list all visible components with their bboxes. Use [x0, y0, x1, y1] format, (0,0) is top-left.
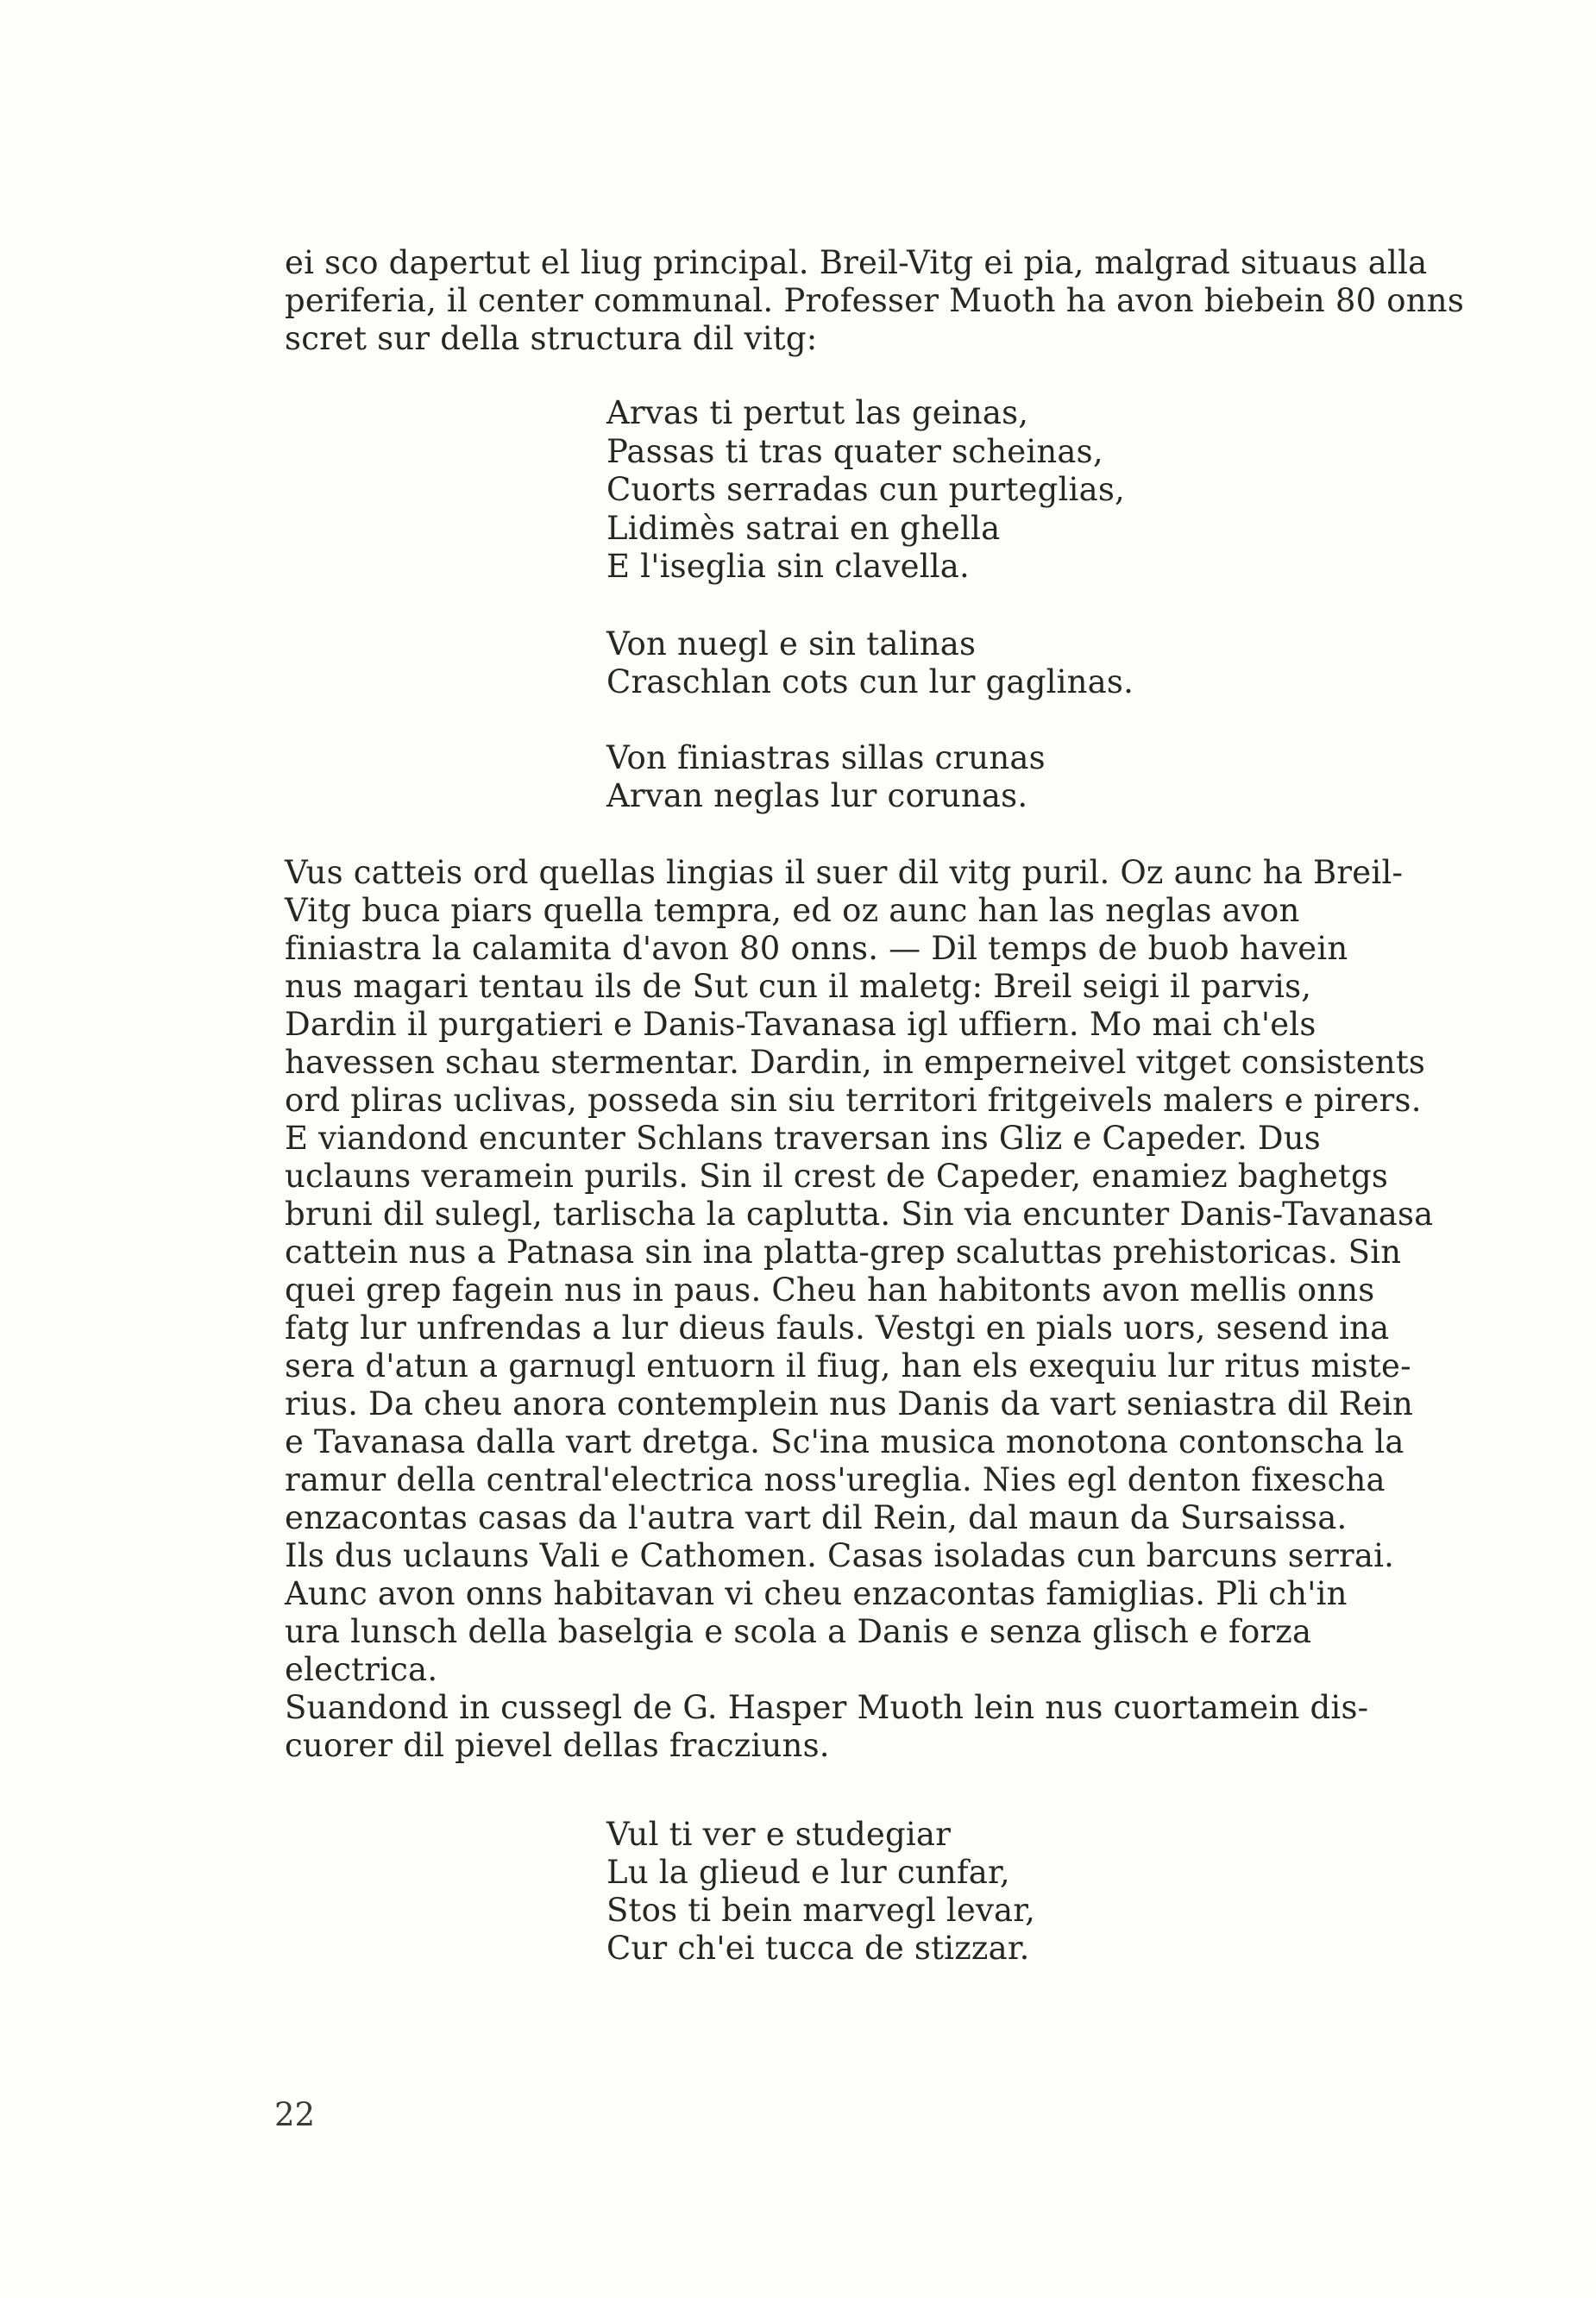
verse-line: Cur ch'ei tucca de stizzar.: [606, 1930, 1030, 1967]
text-line: cuorer dil pievel dellas fracziuns.: [285, 1727, 830, 1764]
text-line: Vus catteis ord quellas lingias il suer dil vitg puril. Oz aunc ha Breil-: [285, 854, 1404, 891]
text-line: e Tavanasa dalla vart dretga. Sc'ina musica monotona contonscha la: [285, 1423, 1404, 1460]
text-line: bruni dil sulegl, tarlischa la caplutta. Sin via encunter Danis-Tavanasa: [285, 1196, 1434, 1233]
page-number: 22: [274, 2096, 316, 2133]
text-line: Vitg buca piars quella tempra, ed oz aunc han las neglas avon: [285, 892, 1300, 929]
verse-line: Arvan neglas lur corunas.: [606, 777, 1028, 814]
text-line: periferia, il center communal. Professer Muoth ha avon biebein 80 onns: [285, 282, 1465, 319]
text-line: ura lunsch della baselgia e scola a Danis e senza glisch e forza: [285, 1613, 1312, 1650]
text-line: Ils dus uclauns Vali e Cathomen. Casas isoladas cun barcuns serrai.: [285, 1537, 1395, 1574]
verse-line: Cuorts serradas cun purteglias,: [606, 471, 1126, 508]
text-line: Suandond in cussegl de G. Hasper Muoth lein nus cuortamein dis-: [285, 1689, 1369, 1726]
text-line: havessen schau stermentar. Dardin, in emperneivel vitget consistents: [285, 1044, 1426, 1081]
text-line: ei sco dapertut el liug principal. Breil-Vitg ei pia, malgrad situaus alla: [285, 244, 1428, 281]
verse-line: E l'iseglia sin clavella.: [606, 548, 970, 585]
text-line: nus magari tentau ils de Sut cun il maletg: Breil seigi il parvis,: [285, 968, 1312, 1005]
text-line: enzacontas casas da l'autra vart dil Rein, dal maun da Sursaissa.: [285, 1499, 1348, 1536]
text-line: E viandond encunter Schlans traversan ins Gliz e Capeder. Dus: [285, 1120, 1321, 1157]
verse-line: Vul ti ver e studegiar: [606, 1816, 952, 1853]
verse-line: Stos ti bein marvegl levar,: [606, 1892, 1036, 1929]
verse-line: Passas ti tras quater scheinas,: [606, 433, 1103, 470]
text-line: Dardin il purgatieri e Danis-Tavanasa igl uffiern. Mo mai ch'els: [285, 1006, 1316, 1043]
verse-line: Lu la glieud e lur cunfar,: [606, 1854, 1010, 1891]
verse-line: Von finiastras sillas crunas: [606, 739, 1046, 776]
verse-line: Lidimès satrai en ghella: [606, 510, 1001, 547]
text-line: scret sur della structura dil vitg:: [285, 320, 818, 357]
text-line: uclauns veramein purils. Sin il crest de Capeder, enamiez baghetgs: [285, 1158, 1389, 1195]
text-line: electrica.: [285, 1651, 438, 1688]
text-line: quei grep fagein nus in paus. Cheu han habitonts avon mellis onns: [285, 1271, 1375, 1309]
verse-line: Craschlan cots cun lur gaglinas.: [606, 663, 1134, 700]
verse-line: Von nuegl e sin talinas: [606, 625, 977, 662]
text-line: ramur della central'electrica noss'ureglia. Nies egl denton fixescha: [285, 1461, 1386, 1498]
text-line: cattein nus a Patnasa sin ina platta-grep scaluttas prehistoricas. Sin: [285, 1234, 1402, 1271]
text-line: ord pliras uclivas, posseda sin siu territori fritgeivels malers e pirers.: [285, 1082, 1422, 1119]
text-line: fatg lur unfrendas a lur dieus fauls. Vestgi en pials uors, sesend ina: [285, 1309, 1390, 1347]
text-line: finiastra la calamita d'avon 80 onns. — Dil temps de buob havein: [285, 930, 1348, 967]
verse-line: Arvas ti pertut las geinas,: [606, 394, 1029, 431]
text-line: rius. Da cheu anora contemplein nus Danis da vart seniastra dil Rein: [285, 1385, 1414, 1422]
text-line: sera d'atun a garnugl entuorn il fiug, han els exequiu lur ritus miste-: [285, 1347, 1411, 1384]
text-line: Aunc avon onns habitavan vi cheu enzacontas famiglias. Pli ch'in: [285, 1575, 1348, 1612]
